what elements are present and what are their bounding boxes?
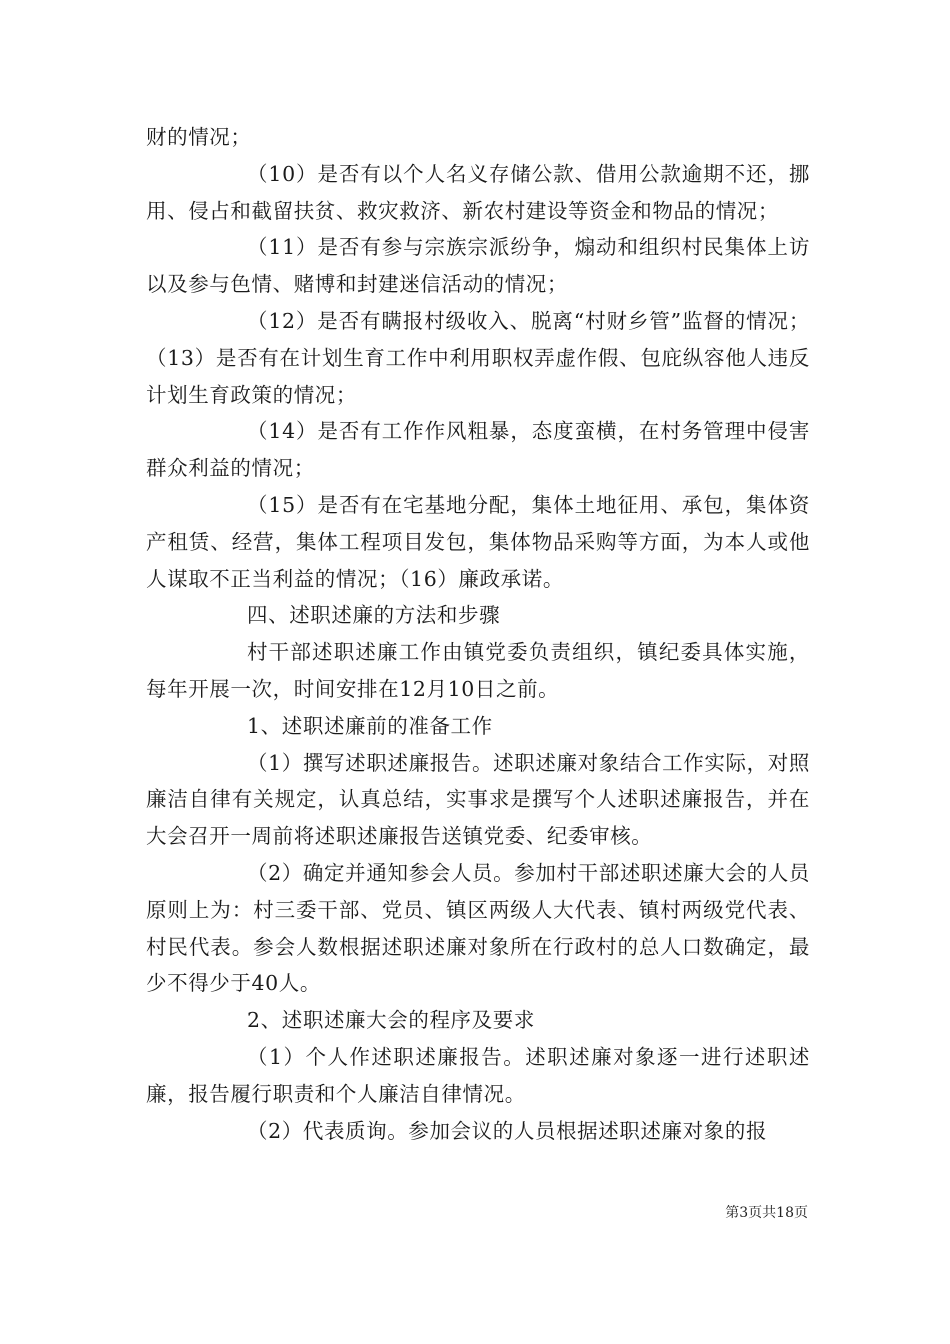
section-heading: 四、述职述廉的方法和步骤 [247, 603, 501, 628]
paragraph: （2）确定并通知参会人员。参加村干部述职述廉大会的人员原则上为：村三委干部、党员、镇区两级人大代表、镇村两级党代表、村民代表。参会人数根据述职述廉对象所在行政村的总人口数确定，最少不得少于40人。 [146, 860, 810, 996]
paragraph: 财的情况； [146, 125, 252, 149]
paragraph: （2）代表质询。参加会议的人员根据述职述廉对象的报 [247, 1118, 768, 1143]
paragraph: （1）撰写述职述廉报告。述职述廉对象结合工作实际，对照廉洁自律有关规定，认真总结，实事求是撰写个人述职述廉报告，并在大会召开一周前将述职述廉报告送镇党委、纪委审核。 [146, 750, 810, 849]
paragraph: （14）是否有工作作风粗暴，态度蛮横，在村务管理中侵害群众利益的情况； [146, 419, 810, 481]
document-body [146, 119, 810, 1149]
subsection-heading: 1、述职述廉前的准备工作 [247, 713, 493, 738]
paragraph: （11）是否有参与宗族宗派纷争，煽动和组织村民集体上访以及参与色情、赌博和封建迷信活动的情况； [146, 235, 810, 297]
paragraph: 村干部述职述廉工作由镇党委负责组织，镇纪委具体实施，每年开展一次，时间安排在12月10日之前。 [146, 640, 810, 701]
page-number-footer: 第3页共18页 [725, 1205, 808, 1221]
paragraph: （1）个人作述职述廉报告。述职述廉对象逐一进行述职述廉，报告履行职责和个人廉洁自律情况。 [146, 1044, 810, 1106]
paragraph: （10）是否有以个人名义存储公款、借用公款逾期不还，挪用、侵占和截留扶贫、救灾救济、新农村建设等资金和物品的情况； [146, 161, 810, 223]
subsection-heading: 2、述职述廉大会的程序及要求 [247, 1008, 535, 1033]
paragraph: （15）是否有在宅基地分配，集体土地征用、承包，集体资产租赁、经营，集体工程项目发包，集体物品采购等方面，为本人或他人谋取不正当利益的情况；（16）廉政承诺。 [146, 492, 810, 591]
paragraph: （12）是否有瞒报村级收入、脱离“村财乡管”监督的情况；（13）是否有在计划生育工作中利用职权弄虚作假、包庇纵容他人违反计划生育政策的情况； [146, 308, 810, 407]
